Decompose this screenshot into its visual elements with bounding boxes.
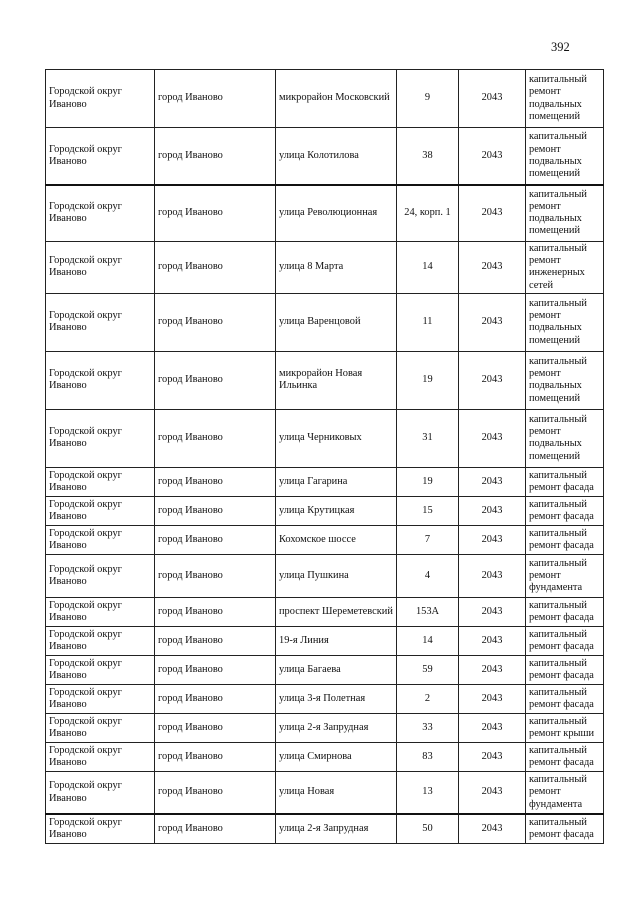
work-type-cell: капитальный ремонт подвальных помещений (526, 293, 604, 351)
work-type-cell: капитальный ремонт фасада (526, 814, 604, 843)
work-type-cell: капитальный ремонт фасада (526, 467, 604, 496)
street-cell: улица 2-я Запрудная (276, 713, 397, 742)
work-type-cell: капитальный ремонт фасада (526, 655, 604, 684)
table-row (46, 742, 604, 771)
okrug-cell: Городской округ Иваново (46, 742, 155, 771)
okrug-cell: Городской округ Иваново (46, 655, 155, 684)
house-cell: 19 (397, 467, 459, 496)
table-row (46, 771, 604, 814)
city-cell: город Иваново (155, 554, 276, 597)
city-cell: город Иваново (155, 467, 276, 496)
year-cell: 2043 (459, 626, 526, 655)
street-cell: Кохомское шоссе (276, 525, 397, 554)
street-cell: улица Черниковых (276, 409, 397, 467)
house-cell: 7 (397, 525, 459, 554)
city-cell: город Иваново (155, 242, 276, 294)
year-cell: 2043 (459, 185, 526, 242)
street-cell: улица Гагарина (276, 467, 397, 496)
street-cell: улица 8 Марта (276, 242, 397, 294)
year-cell: 2043 (459, 713, 526, 742)
city-cell: город Иваново (155, 742, 276, 771)
street-cell: улица Варенцовой (276, 293, 397, 351)
year-cell: 2043 (459, 293, 526, 351)
table-row (46, 655, 604, 684)
house-cell: 19 (397, 351, 459, 409)
city-cell: город Иваново (155, 525, 276, 554)
house-cell: 153А (397, 597, 459, 626)
house-cell: 33 (397, 713, 459, 742)
work-type-cell: капитальный ремонт крыши (526, 713, 604, 742)
okrug-cell: Городской округ Иваново (46, 525, 155, 554)
house-cell: 14 (397, 242, 459, 294)
city-cell: город Иваново (155, 814, 276, 843)
table-row (46, 293, 604, 351)
work-type-cell: капитальный ремонт фасада (526, 626, 604, 655)
work-type-cell: капитальный ремонт подвальных помещений (526, 70, 604, 128)
table-row (46, 597, 604, 626)
okrug-cell: Городской округ Иваново (46, 293, 155, 351)
okrug-cell: Городской округ Иваново (46, 771, 155, 814)
house-cell: 50 (397, 814, 459, 843)
street-cell: улица Новая (276, 771, 397, 814)
table-row (46, 467, 604, 496)
city-cell: город Иваново (155, 684, 276, 713)
table-row (46, 242, 604, 294)
work-type-cell: капитальный ремонт подвальных помещений (526, 185, 604, 242)
okrug-cell: Городской округ Иваново (46, 467, 155, 496)
table-row (46, 128, 604, 185)
table-row (46, 554, 604, 597)
repair-schedule-table (45, 69, 604, 844)
year-cell: 2043 (459, 742, 526, 771)
year-cell: 2043 (459, 128, 526, 185)
street-cell: микрорайон Московский (276, 70, 397, 128)
year-cell: 2043 (459, 351, 526, 409)
city-cell: город Иваново (155, 496, 276, 525)
city-cell: город Иваново (155, 185, 276, 242)
okrug-cell: Городской округ Иваново (46, 626, 155, 655)
city-cell: город Иваново (155, 713, 276, 742)
city-cell: город Иваново (155, 771, 276, 814)
street-cell: проспект Шереметевский (276, 597, 397, 626)
okrug-cell: Городской округ Иваново (46, 814, 155, 843)
street-cell: улица Смирнова (276, 742, 397, 771)
table-row (46, 496, 604, 525)
page-number: 392 (551, 40, 570, 54)
table-row (46, 814, 604, 843)
work-type-cell: капитальный ремонт фасада (526, 684, 604, 713)
okrug-cell: Городской округ Иваново (46, 70, 155, 128)
house-cell: 38 (397, 128, 459, 185)
city-cell: город Иваново (155, 597, 276, 626)
year-cell: 2043 (459, 70, 526, 128)
table-row (46, 70, 604, 128)
city-cell: город Иваново (155, 70, 276, 128)
year-cell: 2043 (459, 409, 526, 467)
okrug-cell: Городской округ Иваново (46, 128, 155, 185)
work-type-cell: капитальный ремонт подвальных помещений (526, 351, 604, 409)
city-cell: город Иваново (155, 128, 276, 185)
work-type-cell: капитальный ремонт фундамента (526, 554, 604, 597)
okrug-cell: Городской округ Иваново (46, 409, 155, 467)
table-row (46, 351, 604, 409)
year-cell: 2043 (459, 655, 526, 684)
table-row (46, 684, 604, 713)
street-cell: улица Крутицкая (276, 496, 397, 525)
street-cell: улица 2-я Запрудная (276, 814, 397, 843)
table-row (46, 409, 604, 467)
street-cell: микрорайон Новая Ильинка (276, 351, 397, 409)
house-cell: 9 (397, 70, 459, 128)
city-cell: город Иваново (155, 409, 276, 467)
street-cell: улица Багаева (276, 655, 397, 684)
house-cell: 31 (397, 409, 459, 467)
table-row (46, 525, 604, 554)
year-cell: 2043 (459, 525, 526, 554)
street-cell: улица Колотилова (276, 128, 397, 185)
year-cell: 2043 (459, 597, 526, 626)
okrug-cell: Городской округ Иваново (46, 185, 155, 242)
year-cell: 2043 (459, 467, 526, 496)
year-cell: 2043 (459, 554, 526, 597)
house-cell: 24, корп. 1 (397, 185, 459, 242)
city-cell: город Иваново (155, 626, 276, 655)
year-cell: 2043 (459, 496, 526, 525)
okrug-cell: Городской округ Иваново (46, 597, 155, 626)
city-cell: город Иваново (155, 293, 276, 351)
house-cell: 14 (397, 626, 459, 655)
house-cell: 15 (397, 496, 459, 525)
work-type-cell: капитальный ремонт фасада (526, 597, 604, 626)
okrug-cell: Городской округ Иваново (46, 496, 155, 525)
street-cell: 19-я Линия (276, 626, 397, 655)
table-row (46, 185, 604, 242)
okrug-cell: Городской округ Иваново (46, 684, 155, 713)
work-type-cell: капитальный ремонт фасада (526, 525, 604, 554)
table-row (46, 626, 604, 655)
year-cell: 2043 (459, 684, 526, 713)
house-cell: 13 (397, 771, 459, 814)
street-cell: улица Пушкина (276, 554, 397, 597)
work-type-cell: капитальный ремонт фасада (526, 742, 604, 771)
city-cell: город Иваново (155, 351, 276, 409)
year-cell: 2043 (459, 814, 526, 843)
city-cell: город Иваново (155, 655, 276, 684)
house-cell: 83 (397, 742, 459, 771)
table-row (46, 713, 604, 742)
okrug-cell: Городской округ Иваново (46, 713, 155, 742)
house-cell: 2 (397, 684, 459, 713)
work-type-cell: капитальный ремонт фундамента (526, 771, 604, 814)
okrug-cell: Городской округ Иваново (46, 351, 155, 409)
work-type-cell: капитальный ремонт фасада (526, 496, 604, 525)
house-cell: 59 (397, 655, 459, 684)
house-cell: 11 (397, 293, 459, 351)
okrug-cell: Городской округ Иваново (46, 242, 155, 294)
street-cell: улица 3-я Полетная (276, 684, 397, 713)
work-type-cell: капитальный ремонт подвальных помещений (526, 409, 604, 467)
street-cell: улица Революционная (276, 185, 397, 242)
work-type-cell: капитальный ремонт подвальных помещений (526, 128, 604, 185)
work-type-cell: капитальный ремонт инженерных сетей (526, 242, 604, 294)
year-cell: 2043 (459, 771, 526, 814)
house-cell: 4 (397, 554, 459, 597)
year-cell: 2043 (459, 242, 526, 294)
table-body (46, 70, 604, 844)
okrug-cell: Городской округ Иваново (46, 554, 155, 597)
